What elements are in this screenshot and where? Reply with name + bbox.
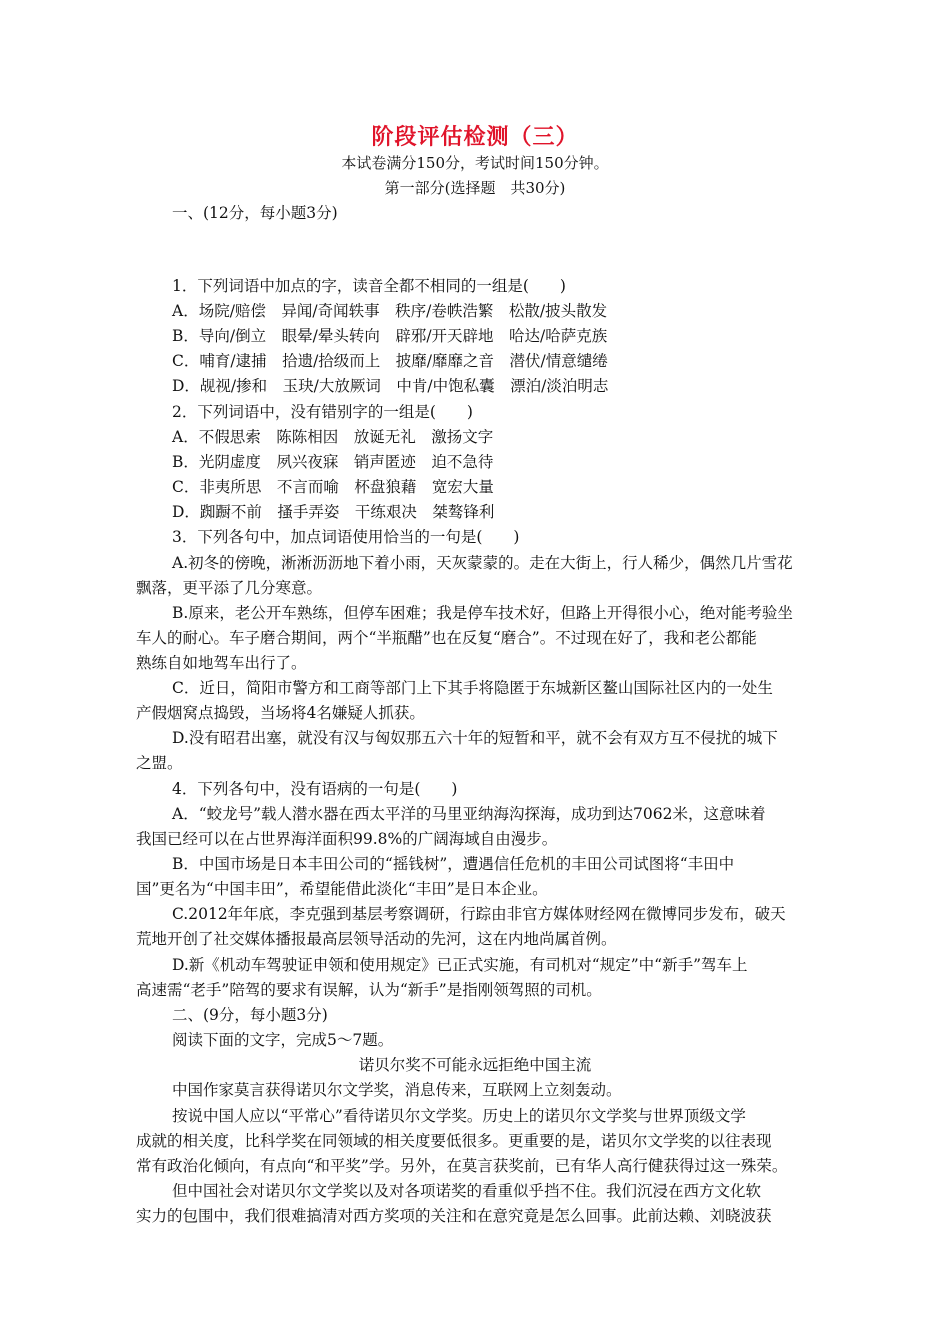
q3-option-d-line1: D.没有昭君出塞，就没有汉与匈奴那五六十年的短暂和平，就不会有双方互不侵扰的城下 — [172, 729, 778, 747]
q4-option-d-line1: D.新《机动车驾驶证申领和使用规定》已正式实施，有司机对“规定”中“新手”驾车上 — [172, 956, 748, 974]
q3-option-a-line2: 飘落，更平添了几分寒意。 — [136, 579, 323, 597]
section-2-heading: 二、(9分，每小题3分) — [172, 1006, 328, 1024]
q2-stem: 2．下列词语中，没有错别字的一组是( ) — [172, 403, 473, 421]
q4-option-a-line1: A．“蛟龙号”载人潜水器在西太平洋的马里亚纳海沟探海，成功到达7062米，这意味着 — [172, 805, 766, 823]
q2-option-d: D．踟蹰不前 搔手弄姿 干练艰决 桀骜锋利 — [172, 503, 495, 521]
article-paragraph-2-line2: 成就的相关度，比科学奖在同领域的相关度要低很多。更重要的是，诺贝尔文学奖的以往表现 — [136, 1132, 772, 1150]
q2-option-b: B．光阴虚度 夙兴夜寐 销声匿迹 迫不急待 — [172, 453, 494, 471]
q3-stem: 3．下列各句中，加点词语使用恰当的一句是( ) — [172, 528, 520, 546]
q4-option-b-line2: 国”更名为“中国丰田”，希望能借此淡化“丰田”是日本企业。 — [136, 880, 548, 898]
q4-option-a-line2: 我国已经可以在占世界海洋面积99.8%的广阔海域自由漫步。 — [136, 830, 558, 848]
section-1-heading: 一、(12分，每小题3分) — [172, 204, 338, 222]
article-paragraph-3-line1: 但中国社会对诺贝尔文学奖以及对各项诺奖的看重似乎挡不住。我们沉浸在西方文化软 — [172, 1182, 762, 1200]
q4-option-b-line1: B．中国市场是日本丰田公司的“摇钱树”，遭遇信任危机的丰田公司试图将“丰田中 — [172, 855, 735, 873]
q1-option-b: B．导向/倒立 眼晕/晕头转向 辟邪/开天辟地 哈达/哈萨克族 — [172, 327, 608, 345]
q3-option-d-line2: 之盟。 — [136, 754, 183, 772]
q1-option-c: C．哺育/逮捕 拾遗/拾级而上 披靡/靡靡之音 潜伏/情意缱绻 — [172, 352, 608, 370]
q1-stem: 1．下列词语中加点的字，读音全都不相同的一组是( ) — [172, 277, 566, 295]
article-paragraph-1: 中国作家莫言获得诺贝尔文学奖，消息传来，互联网上立刻轰动。 — [172, 1081, 622, 1099]
reading-instruction: 阅读下面的文字，完成5～7题。 — [172, 1031, 394, 1049]
article-paragraph-2-line3: 常有政治化倾向，有点向“和平奖”学。另外，在莫言获奖前，已有华人高行健获得过这一殊荣。 — [136, 1157, 788, 1175]
q4-option-c-line1: C.2012年年底，李克强到基层考察调研，行踪由非官方媒体财经网在微博同步发布，破天 — [172, 905, 786, 923]
q3-option-b-line2: 车人的耐心。车子磨合期间，两个“半瓶醋”也在反复“磨合”。不过现在好了，我和老公都能 — [136, 629, 757, 647]
article-paragraph-2-line1: 按说中国人应以“平常心”看待诺贝尔文学奖。历史上的诺贝尔文学奖与世界顶级文学 — [172, 1107, 746, 1125]
part-heading: 第一部分(选择题 共30分) — [384, 179, 566, 197]
q3-option-b-line1: B.原来，老公开车熟练，但停车困难；我是停车技术好，但路上开得很小心，绝对能考验坐 — [172, 604, 793, 622]
article-title: 诺贝尔奖不可能永远拒绝中国主流 — [358, 1056, 592, 1074]
q4-stem: 4．下列各句中，没有语病的一句是( ) — [172, 780, 458, 798]
q2-option-a: A．不假思索 陈陈相因 放诞无礼 激扬文字 — [172, 428, 494, 446]
q1-option-d: D．觇视/掺和 玉玦/大放厥词 中肯/中饱私囊 漂泊/淡泊明志 — [172, 377, 609, 395]
q4-option-c-line2: 荒地开创了社交媒体播报最高层领导活动的先河，这在内地尚属首例。 — [136, 930, 617, 948]
q2-option-c: C．非夷所思 不言而喻 杯盘狼藉 宽宏大量 — [172, 478, 494, 496]
q3-option-b-line3: 熟练自如地驾车出行了。 — [136, 654, 307, 672]
article-paragraph-3-line2: 实力的包围中，我们很难搞清对西方奖项的关注和在意究竟是怎么回事。此前达赖、刘晓波获 — [136, 1207, 772, 1225]
exam-meta: 本试卷满分150分，考试时间150分钟。 — [341, 154, 609, 172]
q4-option-d-line2: 高速需“老手”陪驾的要求有误解，认为“新手”是指刚领驾照的司机。 — [136, 981, 602, 999]
q3-option-a-line1: A.初冬的傍晚，淅淅沥沥地下着小雨，天灰蒙蒙的。走在大街上，行人稀少，偶然几片雪花 — [172, 554, 793, 572]
q3-option-c-line2: 产假烟窝点捣毁，当场将4名嫌疑人抓获。 — [136, 704, 425, 722]
page-title: 阶段评估检测（三） — [371, 125, 579, 150]
q3-option-c-line1: C．近日，简阳市警方和工商等部门上下其手将隐匿于东城新区鳌山国际社区内的一处生 — [172, 679, 773, 697]
q1-option-a: A．场院/赔偿 异闻/奇闻轶事 秩序/卷帙浩繁 松散/披头散发 — [172, 302, 608, 320]
